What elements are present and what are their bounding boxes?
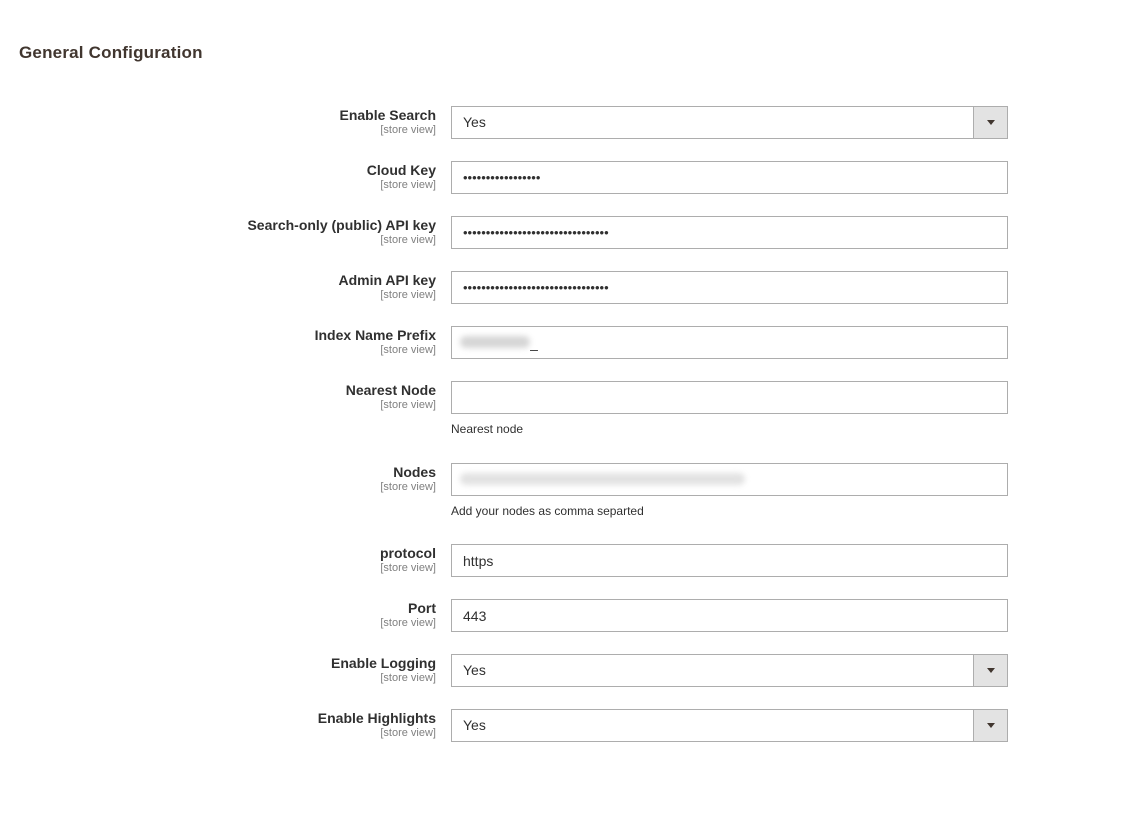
field-label-wrap	[136, 599, 436, 630]
enable-search-value: Yes	[463, 114, 486, 130]
enable-search-select[interactable]	[451, 106, 1008, 139]
enable-logging-select[interactable]	[451, 654, 1008, 687]
field-row-cloud-key	[0, 161, 1138, 194]
scope-label: [store view]	[380, 481, 436, 493]
field-label-wrap	[136, 326, 436, 357]
nearest-node-label: Nearest Node	[345, 382, 436, 398]
admin-api-key-field-box	[451, 271, 1008, 304]
scope-label: [store view]	[380, 727, 436, 739]
scope-label: [store view]	[380, 672, 436, 684]
field-row-index-name-prefix	[0, 326, 1138, 359]
port-field-box	[451, 599, 1008, 632]
enable-highlights-label: Enable Highlights	[317, 710, 436, 726]
scope-label: [store view]	[380, 617, 436, 629]
enable-highlights-select[interactable]	[451, 709, 1008, 742]
field-label-wrap	[136, 271, 436, 302]
enable-logging-label: Enable Logging	[331, 655, 436, 671]
select-toggle[interactable]	[973, 710, 1007, 741]
nearest-node-input[interactable]	[452, 382, 1007, 413]
chevron-down-icon	[987, 723, 995, 728]
enable-highlights-value: Yes	[463, 717, 486, 733]
nearest-node-field-box	[451, 381, 1008, 414]
index-name-prefix-input[interactable]	[452, 327, 1007, 358]
cloud-key-label: Cloud Key	[366, 162, 436, 178]
scope-label: [store view]	[380, 124, 436, 136]
protocol-field-box	[451, 544, 1008, 577]
field-row-admin-api-key	[0, 271, 1138, 304]
nodes-note: Add your nodes as comma separted	[451, 504, 644, 518]
scope-label: [store view]	[380, 289, 436, 301]
protocol-input[interactable]	[452, 545, 1007, 576]
field-label-wrap	[136, 463, 436, 494]
cloud-key-field-box	[451, 161, 1008, 194]
port-input[interactable]	[452, 600, 1007, 631]
enable-logging-value: Yes	[463, 662, 486, 678]
public-api-key-input[interactable]	[452, 217, 1007, 248]
admin-api-key-input[interactable]	[452, 272, 1007, 303]
section-title: General Configuration	[19, 43, 203, 62]
index-name-prefix-label: Index Name Prefix	[314, 327, 436, 343]
field-row-enable-logging	[0, 654, 1138, 687]
select-toggle[interactable]	[973, 107, 1007, 138]
protocol-label: protocol	[380, 545, 436, 561]
public-api-key-label: Search-only (public) API key	[247, 217, 436, 233]
chevron-down-icon	[987, 668, 995, 673]
redacted-text	[460, 336, 530, 348]
scope-label: [store view]	[380, 234, 436, 246]
scope-label: [store view]	[380, 179, 436, 191]
port-label: Port	[408, 600, 436, 616]
scope-label: [store view]	[380, 399, 436, 411]
field-label-wrap	[136, 216, 436, 247]
field-row-port	[0, 599, 1138, 632]
field-row-nearest-node	[0, 381, 1138, 436]
scope-label: [store view]	[380, 562, 436, 574]
field-label-wrap	[136, 654, 436, 685]
index-name-prefix-field-box	[451, 326, 1008, 359]
nodes-field-box	[451, 463, 1008, 496]
field-row-enable-search	[0, 106, 1138, 139]
field-label-wrap	[136, 381, 436, 412]
field-row-protocol	[0, 544, 1138, 577]
cloud-key-input[interactable]	[452, 162, 1007, 193]
field-row-public-api-key	[0, 216, 1138, 249]
redacted-text	[460, 473, 745, 485]
nodes-label: Nodes	[393, 464, 436, 480]
field-label-wrap	[136, 161, 436, 192]
field-label-wrap	[136, 106, 436, 137]
scope-label: [store view]	[380, 344, 436, 356]
field-label-wrap	[136, 544, 436, 575]
nearest-node-note: Nearest node	[451, 422, 524, 436]
select-toggle[interactable]	[973, 655, 1007, 686]
field-row-enable-highlights	[0, 709, 1138, 742]
public-api-key-field-box	[451, 216, 1008, 249]
admin-api-key-label: Admin API key	[338, 272, 436, 288]
field-row-nodes	[0, 463, 1138, 518]
chevron-down-icon	[987, 120, 995, 125]
enable-search-label: Enable Search	[339, 107, 436, 123]
field-label-wrap	[136, 709, 436, 740]
